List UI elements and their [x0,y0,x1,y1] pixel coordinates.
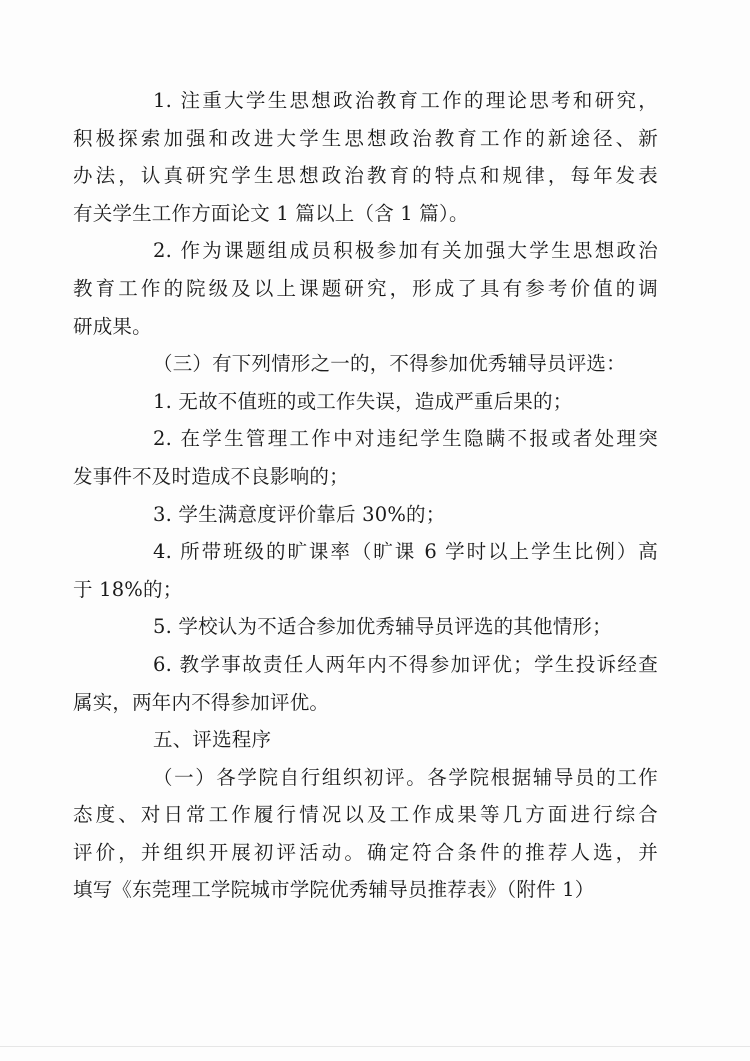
text-line: 6. 教学事故责任人两年内不得参加评优；学生投诉经查 [153,652,658,676]
text-line: 4. 所带班级的旷课率（旷课 6 学时以上学生比例）高 [153,540,658,564]
page-bottom-edge [0,1046,750,1047]
text-line: 有关学生工作方面论文 1 篇以上（含 1 篇）。 [73,201,469,225]
text-line: 办法，认真研究学生思想政治教育的特点和规律，每年发表 [73,164,658,188]
paragraph [73,646,658,721]
text-line: 2. 作为课题组成员积极参加有关加强大学生思想政治 [153,239,658,263]
text-line: 1. 注重大学生思想政治教育工作的理论思考和研究， [153,89,658,112]
paragraph [113,608,658,646]
text-line: （三）有下列情形之一的，不得参加优秀辅导员评选： [153,352,626,376]
text-line: 态度、对日常工作履行情况以及工作成果等几方面进行综合 [73,803,658,827]
text-line: 属实，两年内不得参加评优。 [73,690,330,714]
paragraph [113,721,658,759]
text-line: 1. 无故不值班的或工作失误，造成严重后果的； [153,389,573,413]
text-line: 积极探索加强和改进大学生思想政治教育工作的新途径、新 [73,126,658,150]
text-line: 5. 学校认为不适合参加优秀辅导员评选的其他情形； [153,615,612,639]
text-line: 于 18%的； [73,577,183,601]
paragraph [113,496,658,534]
text-line: （一）各学院自行组织初评。各学院根据辅导员的工作 [153,765,658,789]
text-line: 五、评选程序 [153,728,272,752]
paragraph [73,82,658,232]
paragraph [73,420,658,495]
text-line: 发事件不及时造成不良影响的； [73,464,349,488]
text-line: 3. 学生满意度评价靠后 30%的； [153,502,446,526]
document-body [73,82,658,909]
text-line: 教育工作的院级及以上课题研究，形成了具有参考价值的调 [73,276,658,300]
text-line: 评价，并组织开展初评活动。确定符合条件的推荐人选，并 [73,840,658,864]
paragraph [73,759,658,909]
paragraph [73,232,658,345]
text-line: 研成果。 [73,314,152,338]
paragraph [113,345,658,383]
text-line: 2. 在学生管理工作中对违纪学生隐瞒不报或者处理突 [153,427,658,451]
paragraph [113,383,658,421]
paragraph [73,533,658,608]
text-line: 填写《东莞理工学院城市学院优秀辅导员推荐表》（附件 1） [73,878,595,902]
